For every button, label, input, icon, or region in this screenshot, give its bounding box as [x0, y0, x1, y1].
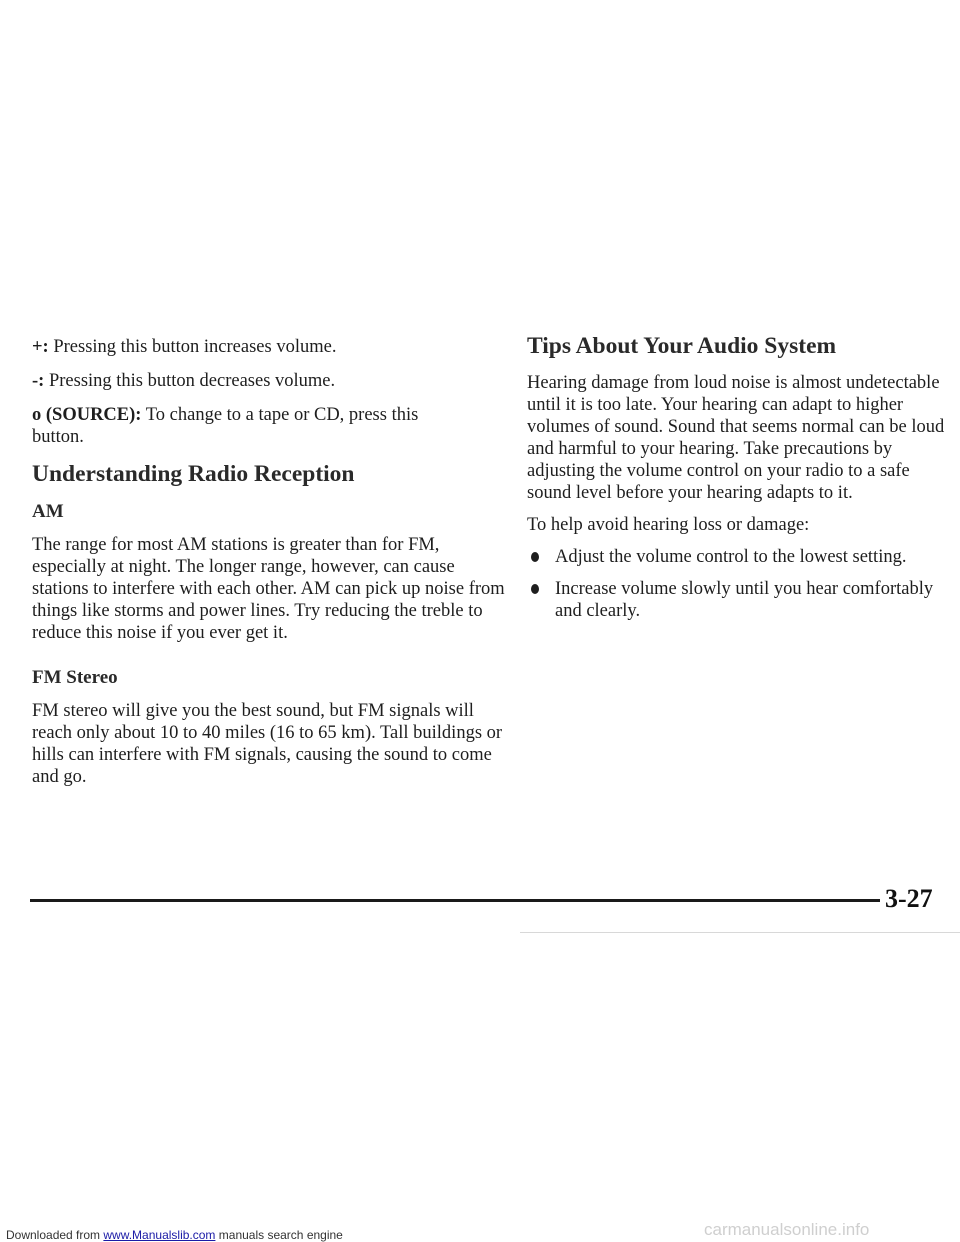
source-label: o (SOURCE):: [32, 405, 142, 425]
plus-button-description: [32, 336, 512, 358]
bullet-dot-icon: [531, 552, 539, 562]
paragraph-am: The range for most AM stations is greater than for FM, especially at night. The longer range, however, can cause stations to interfere with each other. AM can pick up noise from things like storms and power lines. Try reducing the treble to reduce this noise if you ever get it.: [32, 535, 505, 643]
paragraph-help-avoid: To help avoid hearing loss or damage:: [527, 515, 810, 535]
page-number: 3-27: [885, 884, 933, 913]
bullet-text: Increase volume slowly until you hear comfortably and clearly.: [555, 579, 934, 621]
plus-text: Pressing this button increases volume.: [48, 337, 337, 357]
paragraph-fm: FM stereo will give you the best sound, but FM signals will reach only about 10 to 40 miles (16 to 65 km). Tall buildings or hills can interfere with FM signals, causing the sound to come and go.: [32, 701, 503, 787]
bullet-dot-icon: [531, 584, 539, 594]
subheading-am: AM: [32, 501, 64, 522]
footer-suffix: manuals search engine: [215, 1228, 343, 1242]
left-column: [32, 336, 512, 788]
minus-label: -:: [32, 371, 45, 391]
heading-audio-tips: Tips About Your Audio System: [527, 333, 837, 359]
paragraph-hearing-damage: Hearing damage from loud noise is almost undetectable until it is too late. Your hearing can adapt to higher volumes of sound. Sound that seems normal can be loud and harmful to your hearing. Take precautions by adjusting the volume control on your radio to a safe sound level before your hearing adapts to it.: [527, 373, 945, 503]
tips-bullet-list: [527, 546, 952, 622]
footer-prefix: Downloaded from: [6, 1228, 104, 1242]
source-text: To change to a tape or CD, press this button.: [32, 405, 419, 447]
footer-rule: [30, 899, 880, 902]
subheading-fm-stereo: FM Stereo: [32, 667, 118, 688]
plus-label: +:: [32, 337, 49, 357]
bullet-text: Adjust the volume control to the lowest setting.: [555, 547, 907, 567]
manualslib-link[interactable]: www.Manualslib.com: [103, 1228, 216, 1242]
heading-radio-reception: Understanding Radio Reception: [32, 461, 355, 487]
watermark-text: carmanualsonline.info: [704, 1220, 870, 1239]
download-footer: [6, 1228, 343, 1242]
right-column: [527, 333, 952, 632]
source-button-description: [32, 404, 432, 448]
bullet-item: [527, 578, 952, 622]
faint-rule: [520, 932, 960, 933]
minus-button-description: [32, 370, 512, 392]
bullet-item: [527, 546, 952, 568]
minus-text: Pressing this button decreases volume.: [44, 371, 336, 391]
